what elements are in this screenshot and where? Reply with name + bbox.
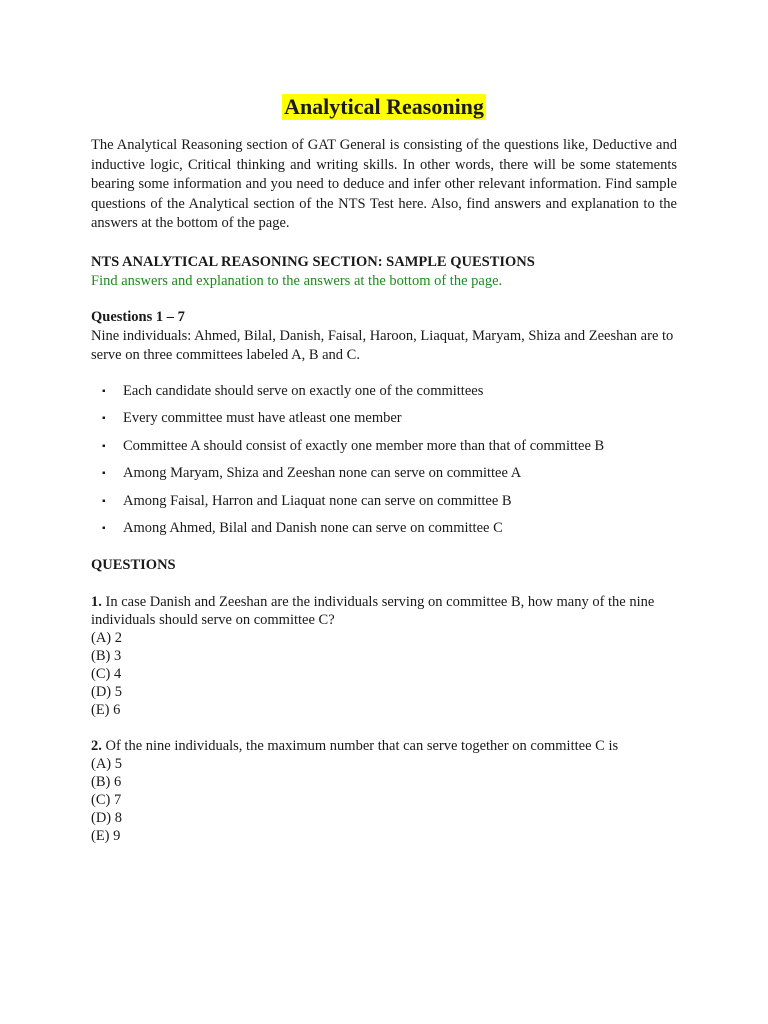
rule-text: Among Ahmed, Bilal and Danish none can serve on committee C <box>123 520 503 536</box>
bullet-icon: ▪ <box>102 385 106 397</box>
rule-item <box>91 382 677 401</box>
question-number: 2. <box>91 738 102 754</box>
intro-paragraph: The Analytical Reasoning section of GAT General is consisting of the questions like, Deductive and inductive logic, Critical thinking and writing skills. In other words, there will be some statements bearing some information and you need to deduce and infer other relevant information. Find sample questions of the Analytical section of the NTS Test here. Also, find answers and explanation to the answers at the bottom of the page. <box>91 137 677 231</box>
answer-option: (E) 6 <box>91 702 121 718</box>
bullet-icon: ▪ <box>102 440 106 452</box>
question-2 <box>91 737 677 845</box>
question-text: In case Danish and Zeeshan are the individuals serving on committee B, how many of the nine individuals should serve on committee C? <box>91 594 655 628</box>
answer-option: (A) 5 <box>91 756 123 772</box>
rule-item <box>91 492 677 511</box>
question-1 <box>91 593 677 719</box>
question-text: Of the nine individuals, the maximum number that can serve together on committee C is <box>101 738 619 754</box>
bullet-icon: ▪ <box>102 413 106 424</box>
problem-setup: Nine individuals: Ahmed, Bilal, Danish, Faisal, Haroon, Liaquat, Maryam, Shiza and Zeeshan are to serve on three committees labeled A, B and C. <box>91 327 674 363</box>
rule-text: Every committee must have atleast one member <box>123 410 402 426</box>
question-stem <box>91 737 677 755</box>
answer-option: (B) 6 <box>91 774 122 790</box>
answer-option: (E) 9 <box>91 828 121 844</box>
bullet-icon: ▪ <box>102 468 106 479</box>
answer-option: (A) 2 <box>91 630 123 646</box>
rule-text: Each candidate should serve on exactly one of the committees <box>123 382 484 399</box>
questions-range-heading: Questions 1 – 7 <box>91 308 185 325</box>
answer-options <box>91 755 677 845</box>
rules-list <box>91 382 677 539</box>
questions-heading: QUESTIONS <box>91 557 176 573</box>
question-stem <box>91 593 677 629</box>
rule-text: Among Faisal, Harron and Liaquat none can serve on committee B <box>123 492 512 509</box>
answer-option: (D) 8 <box>91 810 123 826</box>
rule-item <box>91 519 677 538</box>
answers-note: Find answers and explanation to the answers at the bottom of the page. <box>91 272 503 289</box>
rule-text: Committee A should consist of exactly one member more than that of committee B <box>123 437 605 454</box>
rule-item <box>91 464 677 483</box>
answer-option: (C) 7 <box>91 792 122 808</box>
bullet-icon: ▪ <box>102 523 106 534</box>
page-title: Analytical Reasoning <box>284 94 484 119</box>
bullet-icon: ▪ <box>102 495 106 507</box>
answer-option: (D) 5 <box>91 684 123 700</box>
question-number: 1. <box>91 594 102 610</box>
answer-option: (B) 3 <box>91 648 122 664</box>
rule-text: Among Maryam, Shiza and Zeeshan none can serve on committee A <box>123 465 522 481</box>
rule-item <box>91 437 677 456</box>
title-wrapper <box>91 0 677 124</box>
section-heading: NTS ANALYTICAL REASONING SECTION: SAMPLE QUESTIONS <box>91 253 535 270</box>
answer-options <box>91 629 677 719</box>
answer-option: (C) 4 <box>91 666 122 682</box>
rule-item <box>91 409 677 428</box>
